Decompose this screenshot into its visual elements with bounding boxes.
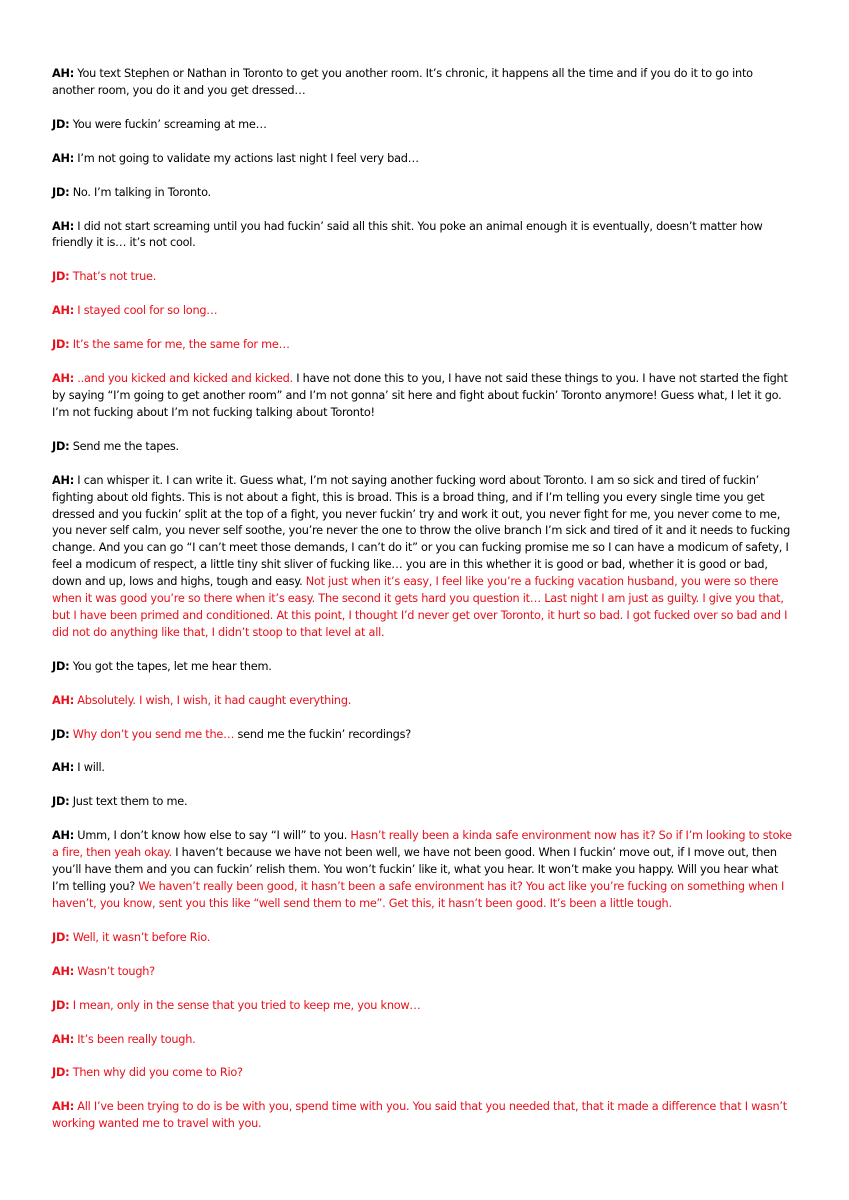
- dialogue-text: No. I’m talking in Toronto.: [69, 185, 211, 199]
- speaker-label: AH:: [52, 67, 74, 80]
- speaker-label: JD:: [52, 930, 70, 944]
- highlighted-text: ..and you kicked and kicked and kicked.: [73, 372, 293, 386]
- highlighted-text: Wasn’t tough?: [73, 964, 155, 978]
- dialogue-text: I have not done this to you, I have not said these things to you. I have not started the fight by saying “I’m going to get another room” and I’m not gonna’ sit here and fight about fuckin’ Toronto anymore! Guess what, I let it go. I’m not fucking about I’m not fucking talking about Toronto!: [52, 372, 788, 419]
- transcript-paragraph: [52, 998, 796, 1015]
- dialogue-text: I can whisper it. I can write it. Guess what, I’m not saying another fucking word about Toronto. I am so sick and tired of fuckin’ fighting about old fights. This is not about a fight, this is broad. This is a broad thing, and if I’m telling you every single time you get dressed and you fuckin’ split at the top of a fight, you never fuckin’ try and work it out, you never fight for me, you never come to me, you never self calm, you never self soothe, you’re never the one to throw the olive branch I’m sick and tired of it and it needs to fucking change. And you can go “I can’t meet those demands, I can’t do it” or you can fucking promise me so I can have a modicum of safety, I feel a modicum of respect, a little tiny shit sliver of fucking like… you are in this whether it is good or bad, whether it is good or bad, down and up, lows and highs, tough and easy.: [52, 473, 791, 589]
- speaker-label: AH:: [52, 151, 74, 165]
- speaker-label: JD:: [52, 185, 70, 199]
- highlighted-text: Absolutely. I wish, I wish, it had caught everything.: [73, 693, 352, 707]
- transcript-paragraph: [52, 185, 796, 202]
- dialogue-text: Just text them to me.: [69, 795, 188, 809]
- speaker-label: JD:: [52, 439, 70, 453]
- transcript-paragraph: [52, 760, 796, 777]
- dialogue-text: I’m not going to validate my actions last night I feel very bad…: [73, 151, 419, 165]
- speaker-label: AH:: [52, 219, 74, 233]
- speaker-label: AH:: [52, 473, 74, 487]
- transcript-paragraph: [52, 151, 796, 168]
- dialogue-text: I haven’t because we have not been well, we have not been good. When I fuckin’ move out, if I move out, then you’ll have them and you can fuckin’ relish them. You won’t fuckin’ like it, what you hear. It won’t make you happy. Will you hear what I’m telling you?: [52, 846, 779, 893]
- highlighted-text: All I’ve been trying to do is be with you, spend time with you. You said that you needed that, that it made a difference that I wasn’t working wanted me to travel with you.: [52, 1100, 787, 1131]
- dialogue-text: Send me the tapes.: [69, 439, 179, 453]
- transcript-paragraph: [52, 219, 796, 253]
- highlighted-text: Then why did you come to Rio?: [69, 1066, 243, 1080]
- transcript-paragraph: [52, 794, 796, 811]
- highlighted-text: It’s been really tough.: [73, 1032, 196, 1046]
- speaker-label: JD:: [52, 659, 70, 673]
- speaker-label: AH:: [52, 304, 74, 318]
- speaker-label: AH:: [52, 1100, 74, 1114]
- transcript-paragraph: [52, 727, 796, 744]
- highlighted-text: It’s the same for me, the same for me…: [69, 338, 290, 352]
- transcript-paragraph: [52, 659, 796, 676]
- transcript-paragraph: [52, 1065, 796, 1082]
- transcript-paragraph: [52, 439, 796, 456]
- transcript-paragraph: [52, 828, 796, 913]
- transcript-paragraph: [52, 66, 796, 100]
- dialogue-text: I will.: [73, 761, 105, 775]
- transcript-paragraph: [52, 303, 796, 320]
- highlighted-text: I mean, only in the sense that you tried to keep me, you know…: [69, 998, 421, 1012]
- speaker-label: JD:: [52, 117, 70, 131]
- highlighted-text: I stayed cool for so long…: [73, 304, 218, 318]
- transcript-paragraph: [52, 117, 796, 134]
- speaker-label: JD:: [52, 270, 70, 284]
- highlighted-text: Hasn’t really been a kinda safe environment now has it? So if I’m looking to stoke a fire, then yeah okay.: [52, 829, 792, 860]
- speaker-label: JD:: [52, 1066, 70, 1080]
- dialogue-text: send me the fuckin’ recordings?: [234, 727, 411, 741]
- speaker-label: JD:: [52, 998, 70, 1012]
- highlighted-text: Why don’t you send me the…: [69, 727, 235, 741]
- speaker-label: AH:: [52, 693, 74, 707]
- speaker-label: JD:: [52, 795, 70, 809]
- dialogue-text: I did not start screaming until you had fuckin’ said all this shit. You poke an animal enough it is eventually, doesn’t matter how friendly it is… it’s not cool.: [52, 219, 763, 250]
- speaker-label: AH:: [52, 829, 74, 843]
- transcript-paragraph: [52, 269, 796, 286]
- dialogue-text: You text Stephen or Nathan in Toronto to get you another room. It’s chronic, it happens all the time and if you do it to go into another room, you do it and you get dressed…: [52, 67, 753, 97]
- speaker-label: AH:: [52, 964, 74, 978]
- transcript-paragraph: [52, 473, 796, 642]
- transcript-paragraph: [52, 1099, 796, 1133]
- speaker-label: AH:: [52, 1032, 74, 1046]
- transcript-paragraph: [52, 693, 796, 710]
- transcript-paragraph: [52, 1032, 796, 1049]
- speaker-label: AH:: [52, 761, 74, 775]
- speaker-label: JD:: [52, 727, 70, 741]
- dialogue-text: Umm, I don’t know how else to say “I will” to you.: [73, 829, 348, 843]
- speaker-label: JD:: [52, 338, 70, 352]
- transcript-paragraph: [52, 371, 796, 422]
- highlighted-text: Well, it wasn’t before Rio.: [69, 930, 211, 944]
- dialogue-text: You got the tapes, let me hear them.: [69, 659, 272, 673]
- transcript-paragraph: [52, 930, 796, 947]
- dialogue-text: You were fuckin’ screaming at me…: [69, 117, 267, 131]
- highlighted-text: That’s not true.: [69, 270, 157, 284]
- transcript-paragraph: [52, 337, 796, 354]
- highlighted-text: We haven’t really been good, it hasn’t been a safe environment has it? You act like you’re fucking on something when I haven’t, you know, sent you this like “well send them to me”. Get this, it hasn’t been good. It’s been a little tough.: [52, 880, 785, 910]
- transcript-paragraph: [52, 964, 796, 981]
- highlighted-text: Not just when it’s easy, I feel like you’re a fucking vacation husband, you were so there when it was good you’re so there when it’s easy. The second it gets hard you question it… Last night I am just as guilty. I give you that, but I have been primed and conditioned. At this point, I thought I’d never get over Toronto, it hurt so bad. I got fucked over so bad and I did not do anything like that, I didn’t stoop to that level at all.: [52, 575, 788, 639]
- speaker-label: AH:: [52, 372, 74, 386]
- transcript-page: [52, 66, 796, 1150]
